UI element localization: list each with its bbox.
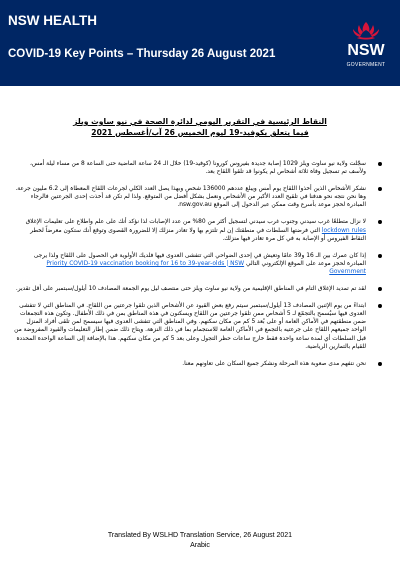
footer-credit: Translated By WSLHD Translation Service, 26 August 2021 — [107, 532, 293, 539]
bullet-icon — [378, 254, 382, 258]
bullet-icon — [378, 187, 382, 191]
document-title-line-2: فيما يتعلق بكوفيد-19 ليوم الخميس 26 آب/أغسطس 2021 — [91, 128, 309, 137]
key-point-text: إذا كان عمرك بين الـ 16 و39 عامًا وتعيش في إحدى الضواحي التي تتفشى العدوى فيها فلديك الأولوية في الحصول على اللقاح ولذا يرجى المبادرة لحجز موعد على الموقع الإلكتروني التالي — [33, 252, 366, 267]
lockdown-rules-link[interactable]: lockdown rules — [321, 227, 366, 234]
bullet-icon — [378, 362, 382, 366]
document-title-line-1: النقاط الرئيسية في التقرير اليومي لدائرة الصحة في نيو ساوث ويلز — [73, 117, 327, 126]
bullet-icon — [378, 162, 382, 166]
key-point-text: لقد تم تمديد الإغلاق التام في المناطق الإقليمية من ولاية نيو ساوث ويلز حتى منتصف ليل يوم الجمعة المصادف 10 أيلول/سبتمبر على أقل تقدير. — [15, 286, 366, 293]
list-item — [14, 302, 386, 351]
list-item — [14, 360, 386, 368]
list-item — [14, 285, 386, 293]
logo-text: NSW — [347, 42, 385, 59]
logo-subtext: GOVERNMENT — [346, 62, 386, 68]
header-subtitle: COVID-19 Key Points – Thursday 26 August 2021 — [8, 48, 276, 60]
key-point-text: سجّلت ولاية نيو ساوث ويلز 1029 إصابة جديدة بفيروس كورونا (كوفيد-19) خلال الـ 24 ساعة الماضية حتى الساعة 8 من مساء ليلة أمس، ولأسف تم تسجيل وفاة ثلاثة أشخاص لم يكونوا قد تلقوا اللقاح بعد. — [30, 161, 366, 176]
list-item — [14, 252, 386, 276]
document-body — [14, 116, 386, 377]
list-item — [14, 185, 386, 209]
page-header — [0, 0, 400, 86]
waratah-logo-icon — [346, 20, 386, 42]
key-point-text: نشكر الأشخاص الذين أخذوا اللقاح يوم أمس ويبلغ عددهم 136000 شخص وبهذا يصل العدد الكلي لجرعات اللقاح المعطاة إلى 6.2 مليون جرعة. وها نحن نتجه نحو هدفنا في تلقيح العدد الأكبر من الأشخاص ونعمل بشكل أفضل من المتوقع. ولذا لم تكن قد أخذت إحدى الجرعتين فالرجاء المبادرة لحجز موعد بأسرع وقت ممكن عبر الدخول إلى الموقع nsw.gov.au. — [15, 186, 366, 209]
bullet-icon — [378, 220, 382, 224]
bullet-icon — [378, 304, 382, 308]
footer-language: Arabic — [190, 542, 210, 549]
list-item — [14, 218, 386, 242]
bullet-icon — [378, 287, 382, 291]
key-points-list — [14, 160, 386, 368]
key-point-text: لا نزال متطلعًا غرب سيدني وجنوب غرب سيدني لتسجيل أكثر من 80% من عدد الإصابات لذا نؤكد أنك على علم واطلاع على تعليمات الإغلاق — [25, 219, 366, 226]
key-point-text-continued: التي فرضتها السلطات في منطقتك إن لم تلتزم بها ولا تغادر منزلك إلا للضرورة القصوى وتوقع أنك ستكون معرضاً لخطر التقاط الفيروس أو الإصابة به في كل مرة تغادر فيها منزلك. — [30, 227, 366, 242]
document-title — [14, 116, 386, 138]
list-item — [14, 160, 386, 176]
key-point-text: ابتداءً من يوم الإثنين المصادف 13 أيلول/سبتمبر سيتم رفع بعض القيود عن الأشخاص الذين تلقوا جرعتين من اللقاح. في المناطق التي لا تتفشى العدوى فيها سيُسمح بالتجمّع لـ 5 أشخاص ممن تلقوا جرعتين من اللقاح ويسكنون في هذه المناطق بمن في ذلك الأطفال. وتكون هذه التجمعات ضمن منطقتهم في الأماكن العامة أو على بُعد 5 كم من مكان سكنهم. وفي المناطق التي تتفشى العدوى فيها سيسمح لمن تلقى أفراد المنزل الواحد جميعهم اللقاح على جرعتيه بالتجمع في الأماكن العامة للاستجمام بما في ذلك النزهة. ويتاح ذلك ضمن إطار التعليمات والقيود المفروضة من قبل السلطات أي لمدة ساعة واحدة فقط خارج ساعات حظر التجول وعلى بعد 5 كم من مكان سكنهم. هذا بالإضافة إلى الساعة الواحدة المحددة للقيام بالتمارين الرياضية. — [14, 303, 366, 350]
translation-footer — [0, 531, 400, 551]
header-title: NSW HEALTH — [8, 13, 97, 28]
key-point-text: نحن نتفهم مدى صعوبة هذه المرحلة ونشكر جميع السكان على تعاونهم معنا. — [182, 360, 366, 367]
vaccination-booking-link[interactable]: Priority COVID-19 vaccination booking for 16 to 39-year-olds | NSW Government — [46, 260, 366, 275]
nsw-government-logo — [340, 20, 392, 80]
